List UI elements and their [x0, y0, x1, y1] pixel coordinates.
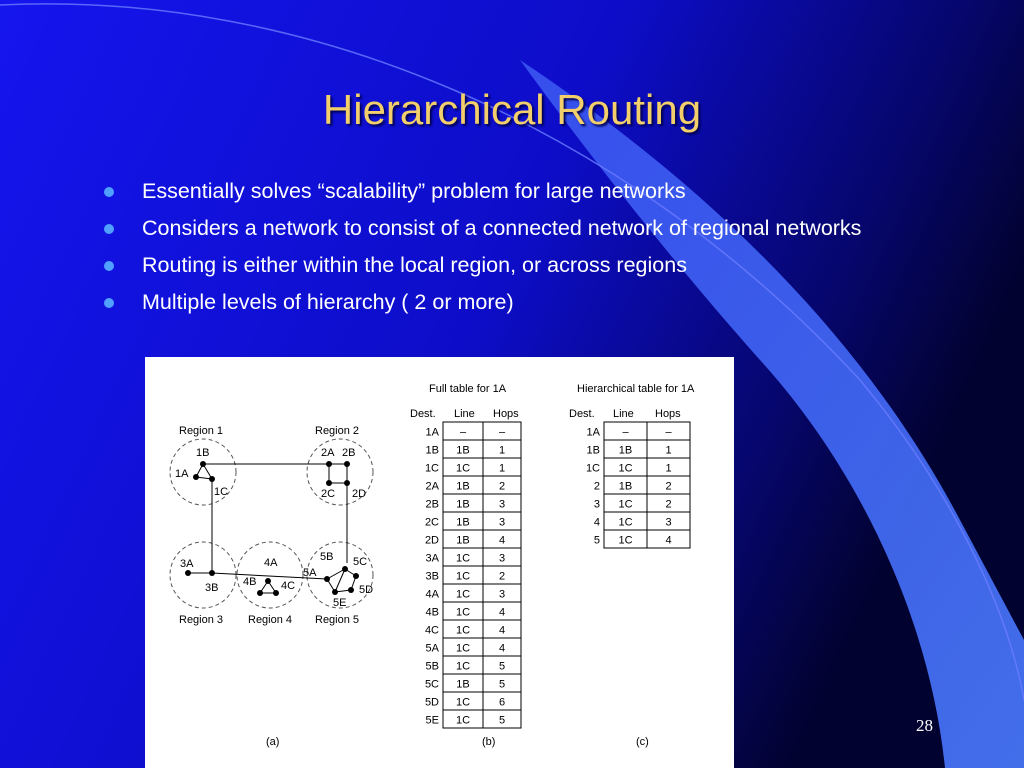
- table-cell-text: 4B: [425, 606, 439, 619]
- table-cell-text: 5: [593, 534, 600, 547]
- node-label: 3A: [180, 558, 194, 570]
- bullet-item: [104, 250, 904, 280]
- node-label: 2A: [321, 447, 335, 459]
- table-cell-text: 5: [498, 678, 506, 691]
- panel-label-c: (c): [636, 736, 649, 748]
- table-cell-text: 1C: [585, 462, 600, 475]
- table-cell-text: 1: [665, 462, 672, 475]
- table-cell-text: 4: [498, 534, 506, 547]
- region-circle-3: [170, 542, 236, 608]
- table-cell-text: 1C: [455, 606, 471, 619]
- bullet-text: Multiple levels of hierarchy ( 2 or more): [142, 290, 514, 314]
- table-cell-text: 4: [498, 624, 506, 637]
- node-label: 2B: [342, 447, 356, 459]
- table-cell-text: 2: [665, 480, 672, 493]
- table-cell-text: 1C: [455, 624, 471, 637]
- bullet-dot-icon: [104, 261, 114, 271]
- full-routing-table: [425, 422, 521, 728]
- slide-title: Hierarchical Routing: [322, 86, 702, 133]
- table-cell-text: 1C: [455, 714, 471, 727]
- panel-label-b: (b): [482, 736, 496, 748]
- table-cell-text: 1C: [424, 462, 439, 475]
- table-cell-text: 1C: [455, 696, 471, 709]
- table-cell-text: 3A: [425, 552, 439, 565]
- table-cell-text: 4: [498, 642, 506, 655]
- table-cell-text: 1C: [618, 498, 633, 511]
- table-cell-text: 5B: [425, 660, 439, 673]
- table-cell-text: 3: [665, 516, 672, 529]
- table-cell-text: 1: [498, 462, 506, 475]
- table-cell-text: 1: [665, 444, 672, 457]
- table-cell-text: 1B: [456, 480, 470, 493]
- table-cell-text: 3: [593, 498, 600, 511]
- table-cell-text: 2: [593, 480, 600, 493]
- table-cell-text: 1C: [455, 570, 471, 583]
- bullet-list: [104, 176, 904, 324]
- table-cell-text: 6: [498, 696, 506, 709]
- bullet-item: [104, 287, 904, 317]
- table-cell-text: 1C: [455, 642, 471, 655]
- table-cell-text: 3: [498, 516, 506, 529]
- table-cell-text: 4: [498, 606, 506, 619]
- table-cell-text: 5E: [425, 714, 439, 727]
- bullet-text: Considers a network to consist of a connected network of regional networks: [142, 216, 862, 240]
- bullet-dot-icon: [104, 298, 114, 308]
- region-label: Region 5: [315, 614, 360, 626]
- node-label: 5A: [303, 567, 317, 579]
- table-cell-text: 1C: [455, 588, 471, 601]
- region-label: Region 4: [248, 614, 293, 626]
- table-cell-text: 2: [665, 498, 672, 511]
- full-table-header: Dest.: [410, 408, 436, 420]
- hier-table-title: Hierarchical table for 1A: [577, 383, 695, 395]
- table-cell-text: 5A: [425, 642, 439, 655]
- table-cell-text: 4A: [425, 588, 439, 601]
- table-cell-text: 1B: [618, 480, 633, 493]
- full-table-header: Hops: [493, 408, 519, 420]
- table-cell-text: 5C: [424, 678, 439, 691]
- table-cell-text: 5: [498, 714, 506, 727]
- hier-table-header: Dest.: [569, 408, 595, 420]
- node-label: 4C: [281, 580, 296, 592]
- table-cell-text: 3: [498, 498, 506, 511]
- table-cell-text: 1B: [425, 444, 439, 457]
- node-label: 5E: [333, 597, 347, 609]
- table-cell-text: 1C: [618, 516, 633, 529]
- table-cell-text: –: [498, 426, 506, 439]
- table-cell-text: 3B: [425, 570, 439, 583]
- region-label: Region 1: [179, 425, 224, 437]
- region-label: Region 3: [179, 614, 224, 626]
- table-cell-text: 1B: [456, 678, 470, 691]
- bullet-item: [104, 213, 904, 243]
- table-cell-text: 1C: [455, 462, 471, 475]
- table-cell-text: 1B: [618, 444, 633, 457]
- table-cell-text: 1C: [455, 552, 471, 565]
- node-label: 2C: [321, 488, 336, 500]
- table-cell-text: 3: [498, 588, 506, 601]
- hier-table-header: Hops: [655, 408, 681, 420]
- node-label: 5D: [359, 584, 374, 596]
- table-cell-text: 4: [593, 516, 600, 529]
- table-cell-text: 1C: [618, 462, 633, 475]
- bullet-dot-icon: [104, 187, 114, 197]
- table-cell-text: 1: [498, 444, 506, 457]
- node-label: 4A: [264, 557, 278, 569]
- full-table-title: Full table for 1A: [429, 383, 507, 395]
- network-diagram: [170, 425, 373, 626]
- routing-figure: [145, 357, 734, 768]
- node-label: 5C: [353, 556, 368, 568]
- bullet-dot-icon: [104, 224, 114, 234]
- table-cell-text: 3: [498, 552, 506, 565]
- table-cell-text: 1B: [456, 516, 470, 529]
- table-cell-text: 2: [498, 570, 506, 583]
- table-cell-text: 5: [498, 660, 506, 673]
- hier-table-header: Line: [613, 408, 634, 420]
- page-number: 28: [916, 716, 933, 735]
- table-cell-text: 2C: [424, 516, 439, 529]
- table-cell-text: 1B: [586, 444, 600, 457]
- table-cell-text: 2D: [424, 534, 439, 547]
- node-label: 4B: [243, 576, 257, 588]
- bullet-item: [104, 176, 904, 206]
- table-cell-text: 2A: [425, 480, 439, 493]
- table-cell-text: 1C: [618, 534, 633, 547]
- table-cell-text: –: [459, 426, 467, 439]
- bullet-text: Essentially solves “scalability” problem for large networks: [142, 179, 686, 203]
- table-cell-text: 2: [498, 480, 506, 493]
- table-cell-text: –: [622, 426, 629, 439]
- table-cell-text: 1B: [456, 498, 470, 511]
- table-cell-text: 1B: [456, 534, 470, 547]
- table-cell-text: 2B: [425, 498, 439, 511]
- node-label: 3B: [205, 582, 219, 594]
- node-label: 2D: [352, 488, 367, 500]
- hierarchical-routing-table: [586, 422, 690, 548]
- node-label: 5B: [320, 551, 334, 563]
- table-cell-text: 1B: [456, 444, 470, 457]
- bullet-text: Routing is either within the local region, or across regions: [142, 253, 687, 277]
- table-cell-text: 1C: [455, 660, 471, 673]
- table-cell-text: 5D: [424, 696, 439, 709]
- table-cell-text: 4: [665, 534, 672, 547]
- table-cell-text: 1A: [586, 426, 600, 439]
- full-table-header: Line: [454, 408, 475, 420]
- table-cell-text: 4C: [424, 624, 439, 637]
- region-label: Region 2: [315, 425, 360, 437]
- panel-label-a: (a): [266, 736, 280, 748]
- node-label: 1C: [214, 486, 229, 498]
- node-label: 1A: [175, 468, 189, 480]
- node-label: 1B: [196, 447, 210, 459]
- table-cell-text: –: [665, 426, 672, 439]
- table-cell-text: 1A: [425, 426, 439, 439]
